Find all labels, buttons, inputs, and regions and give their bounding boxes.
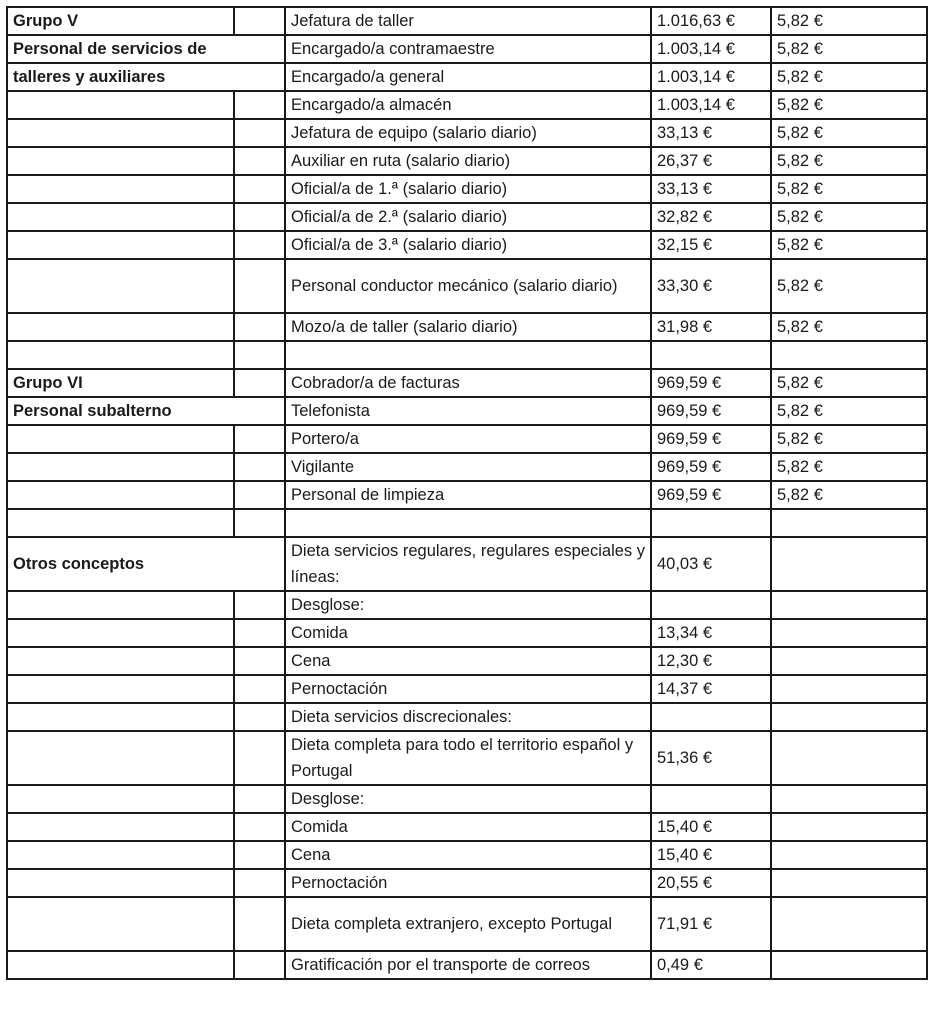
concept-cell: Auxiliar en ruta (salario diario) [285, 147, 651, 175]
group-label [7, 897, 234, 951]
concept-cell: Telefonista [285, 397, 651, 425]
table-row [7, 591, 927, 619]
table-row [7, 509, 927, 537]
group-label [7, 951, 234, 979]
group-label [7, 481, 234, 509]
extra-cell: 5,82 € [771, 313, 927, 341]
amount-cell: 12,30 € [651, 647, 771, 675]
concept-cell: Portero/a [285, 425, 651, 453]
amount-cell: 14,37 € [651, 675, 771, 703]
amount-cell: 26,37 € [651, 147, 771, 175]
concept-cell [285, 341, 651, 369]
concept-cell: Dieta servicios discrecionales: [285, 703, 651, 731]
amount-cell: 969,59 € [651, 453, 771, 481]
concept-cell: Cena [285, 647, 651, 675]
group-spacer-cell [234, 369, 285, 397]
table-row [7, 813, 927, 841]
extra-cell [771, 813, 927, 841]
group-spacer-cell [234, 147, 285, 175]
amount-cell: 33,30 € [651, 259, 771, 313]
group-label [7, 731, 234, 785]
group-spacer-cell [234, 175, 285, 203]
group-spacer-cell [234, 647, 285, 675]
amount-cell: 15,40 € [651, 813, 771, 841]
extra-cell [771, 619, 927, 647]
extra-cell: 5,82 € [771, 425, 927, 453]
group-spacer-cell [234, 203, 285, 231]
amount-cell: 1.003,14 € [651, 35, 771, 63]
group-label [7, 313, 234, 341]
group-spacer-cell [234, 425, 285, 453]
table-row [7, 481, 927, 509]
extra-cell [771, 951, 927, 979]
table-row [7, 203, 927, 231]
group-label [7, 785, 234, 813]
group-spacer-cell [234, 731, 285, 785]
table-row [7, 619, 927, 647]
concept-cell: Desglose: [285, 785, 651, 813]
group-spacer-cell [234, 619, 285, 647]
extra-cell: 5,82 € [771, 453, 927, 481]
group-label: talleres y auxiliares [7, 63, 285, 91]
table-row [7, 675, 927, 703]
amount-cell: 1.016,63 € [651, 7, 771, 35]
extra-cell [771, 841, 927, 869]
amount-cell: 969,59 € [651, 397, 771, 425]
extra-cell [771, 897, 927, 951]
concept-cell: Gratificación por el transporte de correos [285, 951, 651, 979]
amount-cell: 40,03 € [651, 537, 771, 591]
group-spacer-cell [234, 703, 285, 731]
group-label [7, 647, 234, 675]
group-label: Otros conceptos [7, 537, 285, 591]
amount-cell: 71,91 € [651, 897, 771, 951]
amount-cell: 13,34 € [651, 619, 771, 647]
extra-cell: 5,82 € [771, 147, 927, 175]
table-row [7, 425, 927, 453]
table-row [7, 647, 927, 675]
table-row [7, 731, 927, 785]
group-spacer-cell [234, 509, 285, 537]
table-row [7, 91, 927, 119]
group-label [7, 509, 234, 537]
group-label [7, 869, 234, 897]
extra-cell: 5,82 € [771, 369, 927, 397]
group-label [7, 675, 234, 703]
extra-cell: 5,82 € [771, 119, 927, 147]
group-label [7, 425, 234, 453]
group-label [7, 703, 234, 731]
concept-cell [285, 509, 651, 537]
group-spacer-cell [234, 313, 285, 341]
table-row [7, 147, 927, 175]
amount-cell: 969,59 € [651, 425, 771, 453]
table-row [7, 897, 927, 951]
extra-cell [771, 341, 927, 369]
amount-cell: 20,55 € [651, 869, 771, 897]
concept-cell: Oficial/a de 3.ª (salario diario) [285, 231, 651, 259]
group-label [7, 175, 234, 203]
concept-cell: Encargado/a almacén [285, 91, 651, 119]
group-spacer-cell [234, 869, 285, 897]
amount-cell: 15,40 € [651, 841, 771, 869]
group-label [7, 231, 234, 259]
group-spacer-cell [234, 785, 285, 813]
table-row [7, 785, 927, 813]
group-spacer-cell [234, 453, 285, 481]
group-label [7, 259, 234, 313]
concept-cell: Comida [285, 619, 651, 647]
extra-cell: 5,82 € [771, 203, 927, 231]
concept-cell: Personal conductor mecánico (salario diario) [285, 259, 651, 313]
concept-cell: Encargado/a general [285, 63, 651, 91]
group-label: Grupo V [7, 7, 234, 35]
group-label [7, 203, 234, 231]
salary-table [6, 6, 928, 980]
group-label: Personal de servicios de [7, 35, 285, 63]
table-row [7, 537, 927, 591]
group-spacer-cell [234, 259, 285, 313]
amount-cell [651, 703, 771, 731]
group-spacer-cell [234, 231, 285, 259]
group-label [7, 119, 234, 147]
group-spacer-cell [234, 481, 285, 509]
table-row [7, 869, 927, 897]
group-spacer-cell [234, 341, 285, 369]
group-spacer-cell [234, 7, 285, 35]
extra-cell [771, 731, 927, 785]
concept-cell: Pernoctación [285, 869, 651, 897]
table-row [7, 35, 927, 63]
amount-cell: 31,98 € [651, 313, 771, 341]
extra-cell [771, 509, 927, 537]
group-spacer-cell [234, 119, 285, 147]
concept-cell: Personal de limpieza [285, 481, 651, 509]
table-row [7, 63, 927, 91]
amount-cell [651, 509, 771, 537]
concept-cell: Jefatura de taller [285, 7, 651, 35]
extra-cell [771, 591, 927, 619]
extra-cell: 5,82 € [771, 397, 927, 425]
group-label [7, 813, 234, 841]
extra-cell: 5,82 € [771, 175, 927, 203]
group-spacer-cell [234, 91, 285, 119]
group-label: Personal subalterno [7, 397, 285, 425]
group-spacer-cell [234, 675, 285, 703]
concept-cell: Dieta completa para todo el territorio español y Portugal [285, 731, 651, 785]
table-row [7, 313, 927, 341]
extra-cell: 5,82 € [771, 63, 927, 91]
concept-cell: Pernoctación [285, 675, 651, 703]
group-label [7, 341, 234, 369]
extra-cell: 5,82 € [771, 259, 927, 313]
extra-cell: 5,82 € [771, 7, 927, 35]
salary-table-body [7, 7, 927, 979]
concept-cell: Dieta completa extranjero, excepto Portugal [285, 897, 651, 951]
table-row [7, 341, 927, 369]
concept-cell: Jefatura de equipo (salario diario) [285, 119, 651, 147]
amount-cell: 969,59 € [651, 369, 771, 397]
concept-cell: Oficial/a de 2.ª (salario diario) [285, 203, 651, 231]
concept-cell: Vigilante [285, 453, 651, 481]
group-label: Grupo VI [7, 369, 234, 397]
group-spacer-cell [234, 951, 285, 979]
table-row [7, 841, 927, 869]
amount-cell: 1.003,14 € [651, 63, 771, 91]
amount-cell: 33,13 € [651, 119, 771, 147]
table-row [7, 259, 927, 313]
amount-cell: 33,13 € [651, 175, 771, 203]
extra-cell [771, 869, 927, 897]
extra-cell: 5,82 € [771, 91, 927, 119]
group-spacer-cell [234, 813, 285, 841]
extra-cell [771, 703, 927, 731]
table-row [7, 369, 927, 397]
table-row [7, 703, 927, 731]
concept-cell: Mozo/a de taller (salario diario) [285, 313, 651, 341]
group-spacer-cell [234, 591, 285, 619]
concept-cell: Oficial/a de 1.ª (salario diario) [285, 175, 651, 203]
extra-cell: 5,82 € [771, 35, 927, 63]
table-row [7, 7, 927, 35]
group-spacer-cell [234, 897, 285, 951]
group-label [7, 619, 234, 647]
amount-cell: 32,15 € [651, 231, 771, 259]
amount-cell: 0,49 € [651, 951, 771, 979]
amount-cell: 51,36 € [651, 731, 771, 785]
extra-cell [771, 537, 927, 591]
table-row [7, 453, 927, 481]
group-label [7, 147, 234, 175]
concept-cell: Comida [285, 813, 651, 841]
amount-cell [651, 785, 771, 813]
amount-cell [651, 591, 771, 619]
extra-cell: 5,82 € [771, 231, 927, 259]
extra-cell [771, 785, 927, 813]
table-row [7, 397, 927, 425]
group-label [7, 841, 234, 869]
group-label [7, 453, 234, 481]
amount-cell: 1.003,14 € [651, 91, 771, 119]
table-row [7, 119, 927, 147]
table-row [7, 231, 927, 259]
concept-cell: Encargado/a contramaestre [285, 35, 651, 63]
amount-cell [651, 341, 771, 369]
table-row [7, 175, 927, 203]
concept-cell: Dieta servicios regulares, regulares especiales y líneas: [285, 537, 651, 591]
concept-cell: Cena [285, 841, 651, 869]
extra-cell: 5,82 € [771, 481, 927, 509]
amount-cell: 32,82 € [651, 203, 771, 231]
amount-cell: 969,59 € [651, 481, 771, 509]
concept-cell: Desglose: [285, 591, 651, 619]
group-label [7, 591, 234, 619]
concept-cell: Cobrador/a de facturas [285, 369, 651, 397]
extra-cell [771, 675, 927, 703]
group-label [7, 91, 234, 119]
table-row [7, 951, 927, 979]
group-spacer-cell [234, 841, 285, 869]
extra-cell [771, 647, 927, 675]
